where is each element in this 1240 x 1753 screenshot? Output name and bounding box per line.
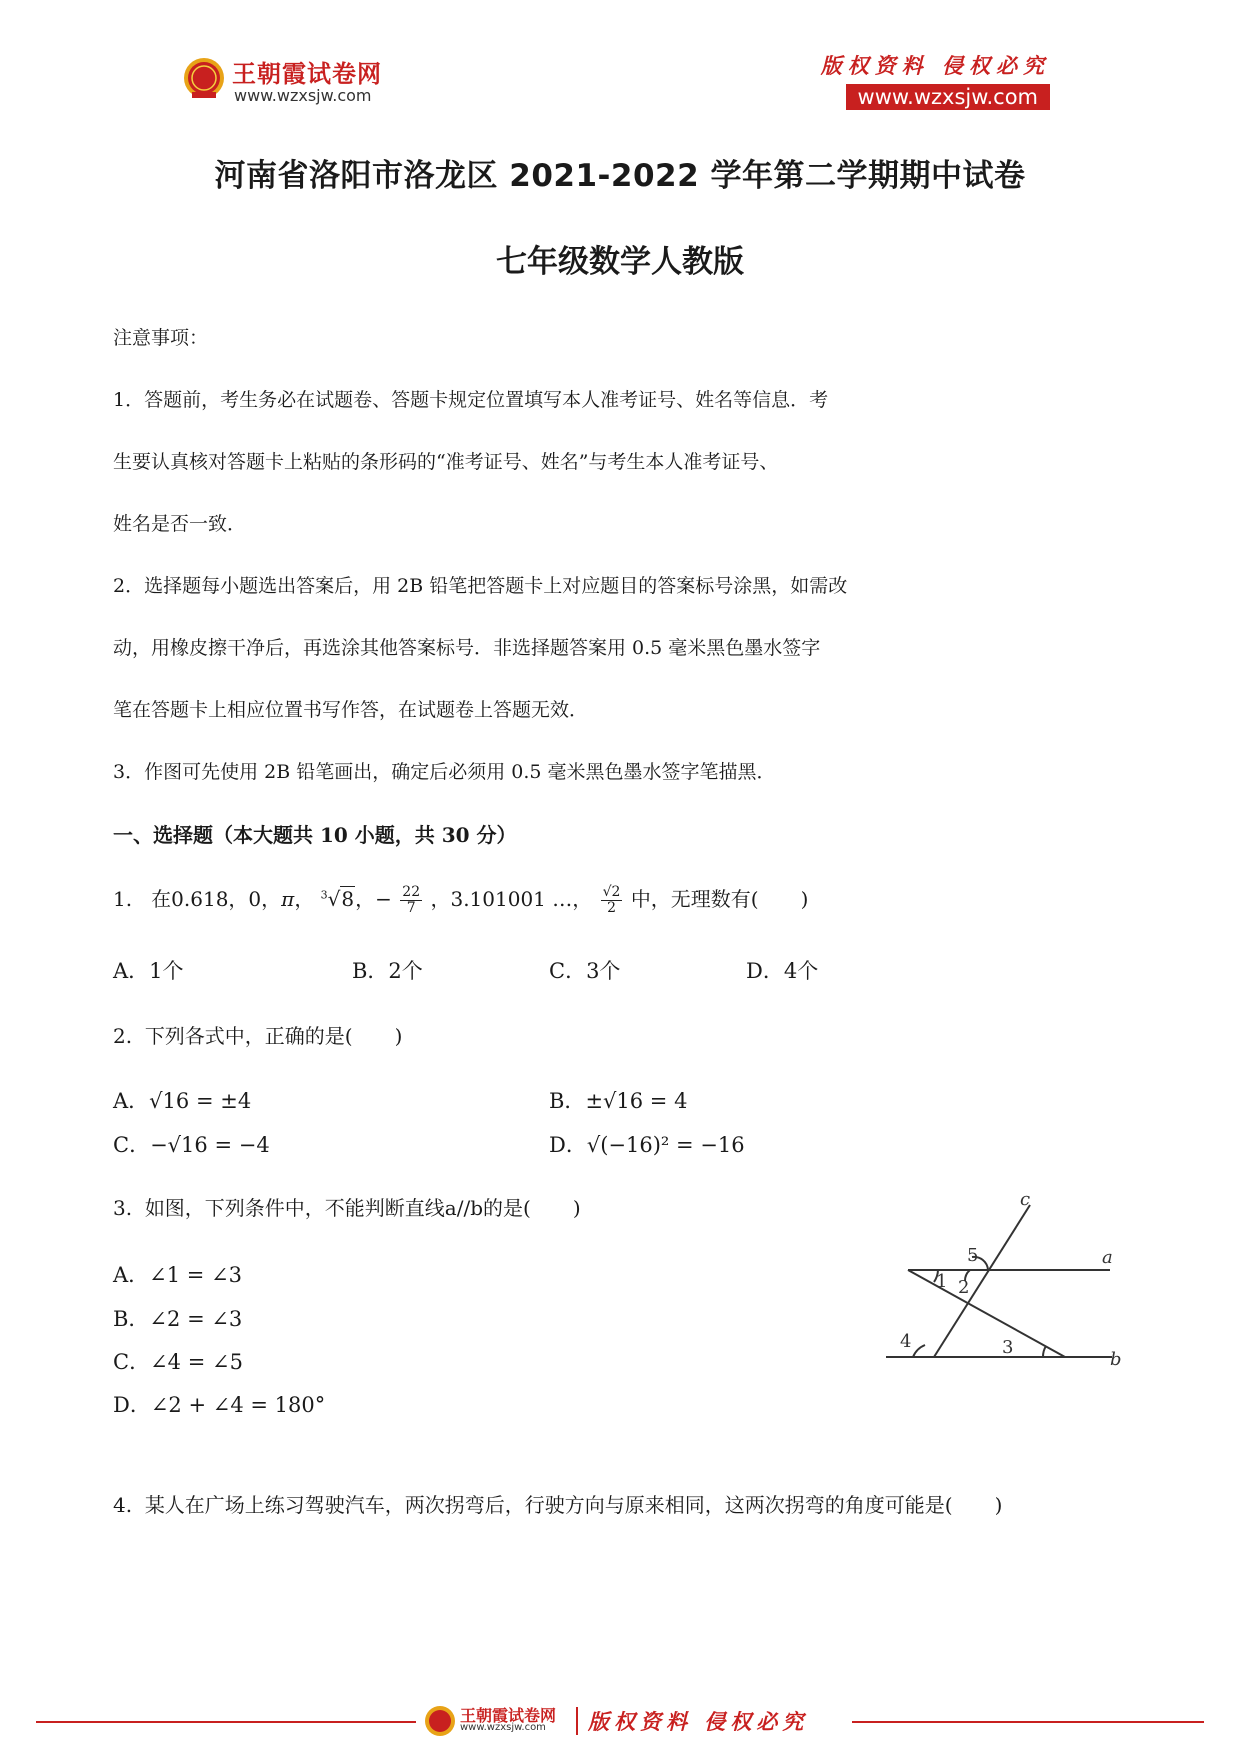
label-3: 3	[1002, 1337, 1014, 1358]
option-a[interactable]: A．∠1 = ∠3	[113, 1263, 243, 1287]
footer-logo	[424, 1703, 844, 1743]
notice-line: 生要认真核对答题卡上粘贴的条形码的“准考证号、姓名”与考生本人准考证号、	[113, 451, 779, 473]
copyright-text: 版权资料 侵权必究	[820, 53, 1050, 78]
notice-line: 1．答题前，考生务必在试题卷、答题卡规定位置填写本人准考证号、姓名等信息．考	[113, 389, 829, 411]
question-number: 3.	[113, 1196, 133, 1220]
parallel-lines-figure	[880, 1185, 1140, 1370]
option-b[interactable]: B．2个	[352, 959, 423, 983]
option-c[interactable]: C．∠4 = ∠5	[113, 1350, 243, 1374]
logo-url[interactable]: www.wzxsjw.com	[234, 86, 372, 105]
label-5: 5	[967, 1245, 979, 1266]
label-2: 2	[958, 1277, 970, 1298]
exam-title: 河南省洛阳市洛龙区 2021-2022 学年第二学期期中试卷	[214, 158, 1026, 194]
exam-subtitle: 七年级数学人教版	[496, 244, 744, 280]
label-c: c	[1020, 1189, 1031, 1210]
option-c[interactable]: C．−√16 = −4	[113, 1133, 270, 1157]
question-3: 3. 如图，下列条件中，不能判断直线a//b的是( )	[113, 1196, 581, 1220]
fraction: $\frac{√2}{2}$	[602, 884, 621, 916]
question-4: 4. 某人在广场上练习驾驶汽车，两次拐弯后，行驶方向与原来相同，这两次拐弯的角度可能是( )	[113, 1493, 1003, 1517]
footer-logo-url[interactable]: www.wzxsjw.com	[460, 1722, 546, 1733]
copyright-block	[821, 50, 1050, 110]
label-1: 1	[936, 1271, 948, 1292]
label-4: 4	[900, 1331, 912, 1352]
footer-divider	[36, 1721, 416, 1723]
footer-divider	[852, 1721, 1204, 1723]
option-d[interactable]: D．4个	[746, 959, 819, 983]
site-logo	[182, 52, 422, 112]
option-a[interactable]: A．1个	[113, 959, 184, 983]
footer-logo-name: 王朝霞试卷网	[460, 1706, 557, 1725]
notice-line: 笔在答题卡上相应位置书写作答，在试题卷上答题无效．	[113, 699, 589, 721]
notice-line: 2．选择题每小题选出答案后，用 2B 铅笔把答题卡上对应题目的答案标号涂黑，如需改	[113, 575, 848, 597]
label-a: a	[1102, 1247, 1113, 1268]
line-c	[934, 1205, 1030, 1357]
emblem-icon	[424, 1705, 456, 1737]
option-c[interactable]: C．3个	[549, 959, 621, 983]
notice-heading: 注意事项：	[113, 327, 209, 349]
option-a[interactable]: A．√16 = ±4	[113, 1089, 252, 1113]
question-number: 4.	[113, 1493, 133, 1517]
question-1: 1. 在0.618，0，π， $^3$√8，− $\frac{22}{7}$ ，3.101001 …， $\frac{√2}{2}$ 中，无理数有( )	[113, 884, 809, 916]
copyright-url[interactable]: www.wzxsjw.com	[846, 84, 1050, 110]
footer-copyright: 版权资料 侵权必究	[588, 1709, 809, 1734]
question-2: 2. 下列各式中，正确的是( )	[113, 1024, 403, 1048]
footer-separator	[576, 1707, 578, 1735]
question-number: 2.	[113, 1024, 133, 1048]
fraction: $\frac{22}{7}$	[402, 884, 421, 916]
logo-name: 王朝霞试卷网	[232, 60, 382, 88]
option-d[interactable]: D．√(−16)² = −16	[549, 1133, 745, 1157]
option-b[interactable]: B．∠2 = ∠3	[113, 1307, 243, 1331]
option-b[interactable]: B．±√16 = 4	[549, 1089, 688, 1113]
emblem-icon	[182, 56, 226, 100]
option-d[interactable]: D．∠2 + ∠4 = 180°	[113, 1393, 326, 1417]
notice-line: 3．作图可先使用 2B 铅笔画出，确定后必须用 0.5 毫米黑色墨水签字笔描黑．	[113, 761, 776, 783]
notice-line: 动，用橡皮擦干净后，再选涂其他答案标号．非选择题答案用 0.5 毫米黑色墨水签字	[113, 637, 821, 659]
question-number: 1.	[113, 887, 133, 911]
label-b: b	[1110, 1349, 1122, 1370]
section-heading: 一、选择题（本大题共 10 小题，共 30 分）	[113, 823, 517, 847]
transversal	[908, 1270, 1065, 1357]
notice-line: 姓名是否一致．	[113, 513, 247, 535]
